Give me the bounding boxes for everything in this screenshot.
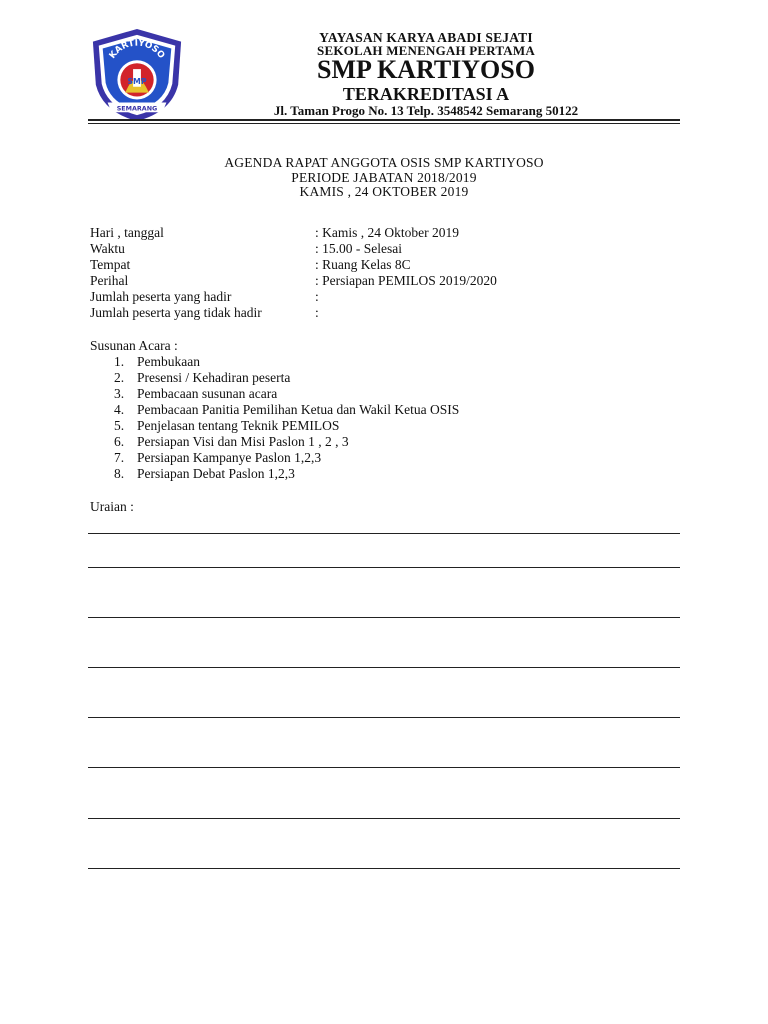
info-label: Jumlah peserta yang tidak hadir: [90, 305, 262, 320]
list-number: 2.: [114, 370, 125, 385]
accreditation: TERAKREDITASI A: [342, 84, 510, 104]
school-address: Jl. Taman Progo No. 13 Telp. 3548542 Semarang 50122: [273, 103, 579, 118]
logo-top-text: KARTIYOSO: [107, 38, 167, 61]
info-label: Hari , tanggal: [90, 225, 164, 240]
list-number: 3.: [114, 386, 125, 401]
agenda-date: KAMIS , 24 OKTOBER 2019: [299, 184, 469, 199]
writing-line: [88, 533, 680, 534]
writing-line: [88, 567, 680, 568]
list-text: Pembacaan susunan acara: [137, 386, 278, 401]
school-name: SMP KARTIYOSO: [317, 55, 535, 84]
list-text: Presensi / Kehadiran peserta: [137, 370, 291, 385]
info-value: : Kamis , 24 Oktober 2019: [315, 225, 459, 240]
foundation-name: YAYASAN KARYA ABADI SEJATI: [319, 30, 533, 45]
list-number: 5.: [114, 418, 125, 433]
agenda-title: AGENDA RAPAT ANGGOTA OSIS SMP KARTIYOSO: [224, 155, 544, 170]
info-label: Waktu: [90, 241, 125, 256]
list-number: 4.: [114, 402, 125, 417]
info-label: Perihal: [90, 273, 129, 288]
list-text: Pembukaan: [137, 354, 200, 369]
list-number: 6.: [114, 434, 125, 449]
writing-line: [88, 767, 680, 768]
writing-line: [88, 667, 680, 668]
writing-line: [88, 868, 680, 869]
school-logo: [88, 26, 186, 124]
list-number: 7.: [114, 450, 125, 465]
list-text: Persiapan Kampanye Paslon 1,2,3: [137, 450, 322, 465]
list-text: Persiapan Visi dan Misi Paslon 1 , 2 , 3: [137, 434, 349, 449]
logo-center-text: SMP: [127, 76, 147, 86]
logo-bottom-text: SEMARANG: [116, 104, 158, 113]
info-value: : Persiapan PEMILOS 2019/2020: [315, 273, 497, 288]
agenda-heading: Susunan Acara :: [90, 338, 178, 353]
letterhead-rule-thick: [88, 119, 680, 121]
list-text: Penjelasan tentang Teknik PEMILOS: [137, 418, 340, 433]
letterhead-rule-thin: [88, 123, 680, 124]
list-number: 1.: [114, 354, 125, 369]
description-heading: Uraian :: [90, 499, 134, 514]
writing-line: [88, 818, 680, 819]
info-label: Jumlah peserta yang hadir: [90, 289, 232, 304]
school-level: SEKOLAH MENENGAH PERTAMA: [317, 43, 535, 58]
info-value: : 15.00 - Selesai: [315, 241, 402, 256]
info-value: :: [315, 305, 319, 320]
info-value: : Ruang Kelas 8C: [315, 257, 411, 272]
list-number: 8.: [114, 466, 125, 481]
list-text: Persiapan Debat Paslon 1,2,3: [137, 466, 295, 481]
info-label: Tempat: [90, 257, 131, 272]
list-text: Pembacaan Panitia Pemilihan Ketua dan Wakil Ketua OSIS: [137, 402, 460, 417]
agenda-period: PERIODE JABATAN 2018/2019: [291, 170, 477, 185]
writing-line: [88, 617, 680, 618]
writing-line: [88, 717, 680, 718]
info-value: :: [315, 289, 319, 304]
